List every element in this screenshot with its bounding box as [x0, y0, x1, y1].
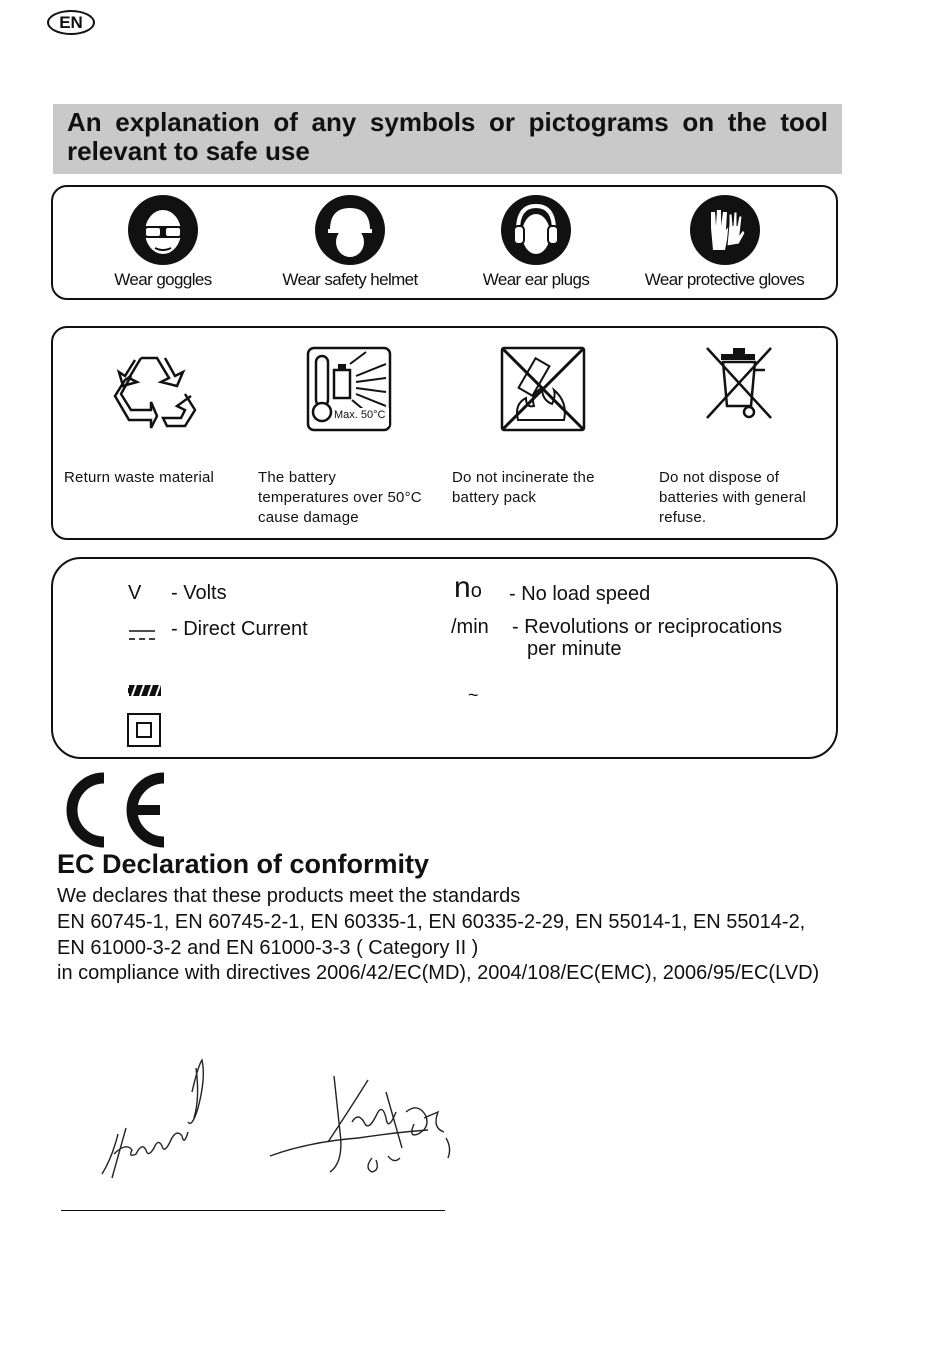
- ppe-panel: [51, 185, 838, 300]
- no-incinerate-icon: [500, 346, 586, 439]
- signature: [268, 1072, 458, 1187]
- no-load-text: - No load speed: [509, 583, 651, 605]
- thermometer-icon: [306, 346, 392, 439]
- max-temp-label: Max. 50°C: [334, 409, 386, 421]
- volts-symbol: V: [128, 582, 142, 604]
- battery-icon: [128, 680, 162, 703]
- ppe-gloves: [637, 195, 812, 290]
- waste-caption: Do not incinerate the battery pack: [452, 469, 595, 506]
- alternating-current-symbol: ~: [468, 685, 479, 705]
- volts-text: - Volts: [171, 582, 227, 604]
- per-min-text: - Revolutions or reciprocations per minute: [512, 616, 783, 660]
- direct-current-icon: [128, 624, 156, 647]
- ear-protection-icon: [501, 195, 571, 265]
- declaration-line: EN 61000-3-2 and EN 61000-3-3 ( Category II ): [57, 937, 479, 959]
- double-insulation-icon: [127, 713, 161, 753]
- ppe-label: Wear safety helmet: [282, 270, 418, 289]
- ppe-label: Wear ear plugs: [482, 270, 590, 289]
- ppe-goggles: [98, 195, 228, 290]
- declaration-line: We declares that these products meet the standards: [57, 885, 521, 907]
- crossed-bin-icon: [705, 344, 775, 427]
- signature: [98, 1058, 210, 1189]
- section-title: An explanation of any symbols or pictograms on the tool relevant to safe use: [53, 104, 842, 174]
- signature-line: [61, 1210, 445, 1211]
- waste-caption: Do not dispose of batteries with general refuse.: [659, 469, 806, 526]
- declaration-title: EC Declaration of conformity: [57, 849, 430, 879]
- waste-caption: The battery temperatures over 50°C cause damage: [258, 469, 422, 526]
- declaration-line: EN 60745-1, EN 60745-2-1, EN 60335-1, EN 60335-2-29, EN 55014-1, EN 55014-2,: [57, 911, 806, 933]
- ce-mark: [66, 772, 170, 853]
- waste-caption: Return waste material: [64, 469, 215, 486]
- dc-text: - Direct Current: [171, 618, 308, 640]
- recycle-icon: [111, 346, 199, 439]
- ppe-helmet: [275, 195, 425, 290]
- waste-panel: [51, 326, 838, 540]
- language-badge: EN: [47, 10, 95, 35]
- ppe-label: Wear protective gloves: [644, 270, 805, 289]
- goggles-icon: [128, 195, 198, 265]
- helmet-icon: [315, 195, 385, 265]
- per-min-symbol: /min: [451, 616, 489, 638]
- no-load-symbol: no: [454, 571, 482, 604]
- declaration-line: in compliance with directives 2006/42/EC(MD), 2004/108/EC(EMC), 2006/95/EC(LVD): [57, 962, 820, 984]
- symbols-panel: [51, 557, 838, 759]
- ppe-label: Wear goggles: [114, 270, 212, 289]
- ppe-ear: [471, 195, 601, 290]
- gloves-icon: [690, 195, 760, 265]
